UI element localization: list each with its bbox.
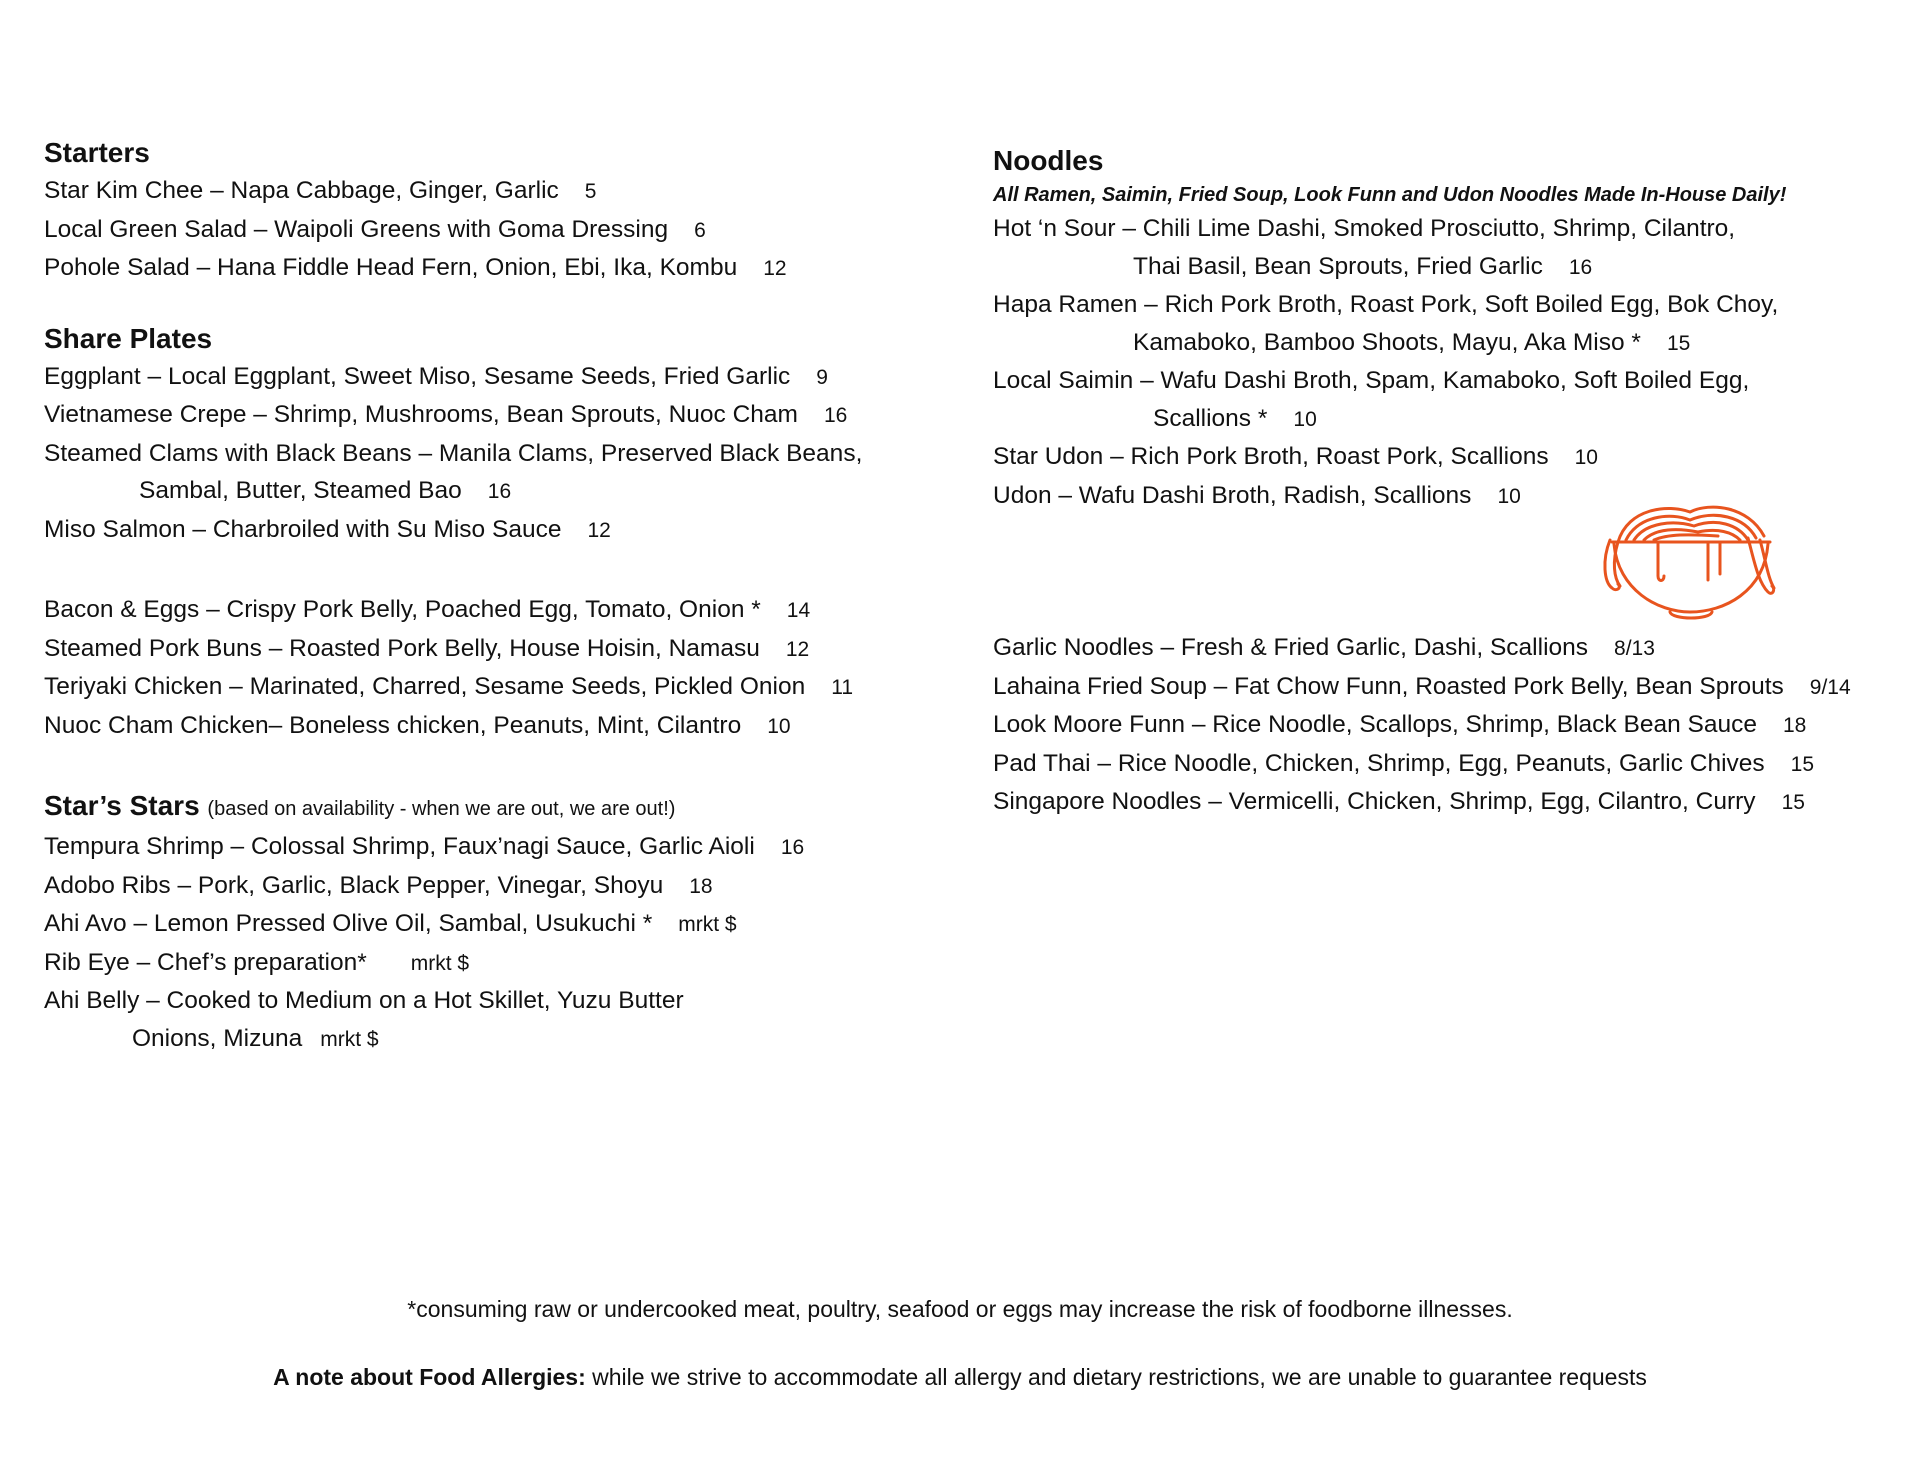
menu-item	[993, 668, 1893, 707]
menu-item	[44, 668, 924, 707]
item-price: 10	[1497, 484, 1521, 508]
allergy-note	[0, 1364, 1920, 1391]
section-title-noodles: Noodles	[993, 145, 1104, 176]
item-name: Star Kim Chee – Napa Cabbage, Ginger, Garlic	[44, 177, 559, 204]
menu-item	[44, 396, 924, 435]
item-price: 12	[763, 257, 787, 280]
menu-item	[44, 591, 924, 630]
item-price: 9/14	[1809, 675, 1851, 699]
item-name: Garlic Noodles – Fresh & Fried Garlic, Dashi, Scallions	[993, 634, 1589, 661]
noodles-list	[993, 210, 1893, 515]
left-column	[44, 136, 924, 1058]
item-price: 6	[694, 218, 706, 242]
menu-item	[44, 511, 924, 550]
item-name: Miso Salmon – Charbroiled with Su Miso Sauce	[44, 515, 562, 543]
item-price: 18	[1783, 714, 1807, 737]
menu-item	[44, 828, 924, 867]
menu-item	[993, 362, 1893, 400]
menu-item-continuation	[44, 472, 924, 511]
item-price: 16	[1568, 255, 1593, 279]
item-name: Steamed Clams with Black Beans – Manila Clams, Preserved Black Beans,	[44, 439, 863, 467]
item-name: Pohole Salad – Hana Fiddle Head Fern, Onion, Ebi, Ika, Kombu	[44, 254, 738, 281]
menu-item	[44, 435, 924, 473]
item-continuation: Thai Basil, Bean Sprouts, Fried Garlic	[1133, 252, 1543, 280]
item-price: 5	[584, 180, 597, 203]
item-name: Hapa Ramen – Rich Pork Broth, Roast Pork, Soft Boiled Egg, Bok Choy,	[993, 291, 1779, 318]
item-price: 10	[767, 714, 791, 738]
share-plates-list-2	[44, 591, 924, 745]
right-column	[993, 144, 1893, 822]
noodles-list-2	[993, 629, 1893, 822]
menu-item	[993, 783, 1893, 822]
item-continuation: Onions, Mizuna	[132, 1024, 303, 1052]
item-price: 10	[1574, 446, 1598, 469]
item-price: 10	[1293, 407, 1317, 431]
item-price: 15	[1790, 752, 1815, 776]
item-name: Singapore Noodles – Vermicelli, Chicken, Shrimp, Egg, Cilantro, Curry	[993, 788, 1756, 815]
menu-item	[44, 358, 924, 397]
item-price: 9	[816, 365, 828, 389]
item-name: Rib Eye – Chef’s preparation*	[44, 948, 367, 976]
item-price: 14	[786, 599, 811, 622]
menu-item	[44, 982, 924, 1020]
item-name: Teriyaki Chicken – Marinated, Charred, Sesame Seeds, Pickled Onion	[44, 673, 806, 700]
item-price: 16	[823, 404, 848, 427]
item-name: Lahaina Fried Soup – Fat Chow Funn, Roasted Pork Belly, Bean Sprouts	[993, 672, 1784, 700]
item-name: Pad Thai – Rice Noodle, Chicken, Shrimp, Egg, Peanuts, Garlic Chives	[993, 749, 1765, 777]
menu-item-continuation	[44, 1020, 924, 1059]
stars-note: (based on availability - when we are out, we are out!)	[207, 798, 676, 820]
menu-item	[44, 944, 924, 983]
menu-item	[44, 249, 924, 288]
item-continuation: Kamaboko, Bamboo Shoots, Mayu, Aka Miso *	[1133, 328, 1641, 356]
menu-item	[993, 745, 1893, 784]
item-price: 15	[1666, 331, 1691, 355]
menu-item	[993, 629, 1893, 668]
menu-item	[44, 707, 924, 746]
section-title-starters: Starters	[44, 137, 150, 168]
item-name: Vietnamese Crepe – Shrimp, Mushrooms, Bean Sprouts, Nuoc Cham	[44, 401, 798, 428]
menu-item	[993, 706, 1893, 745]
item-price: mrkt $	[678, 913, 737, 936]
starters-list	[44, 172, 924, 288]
item-name: Ahi Avo – Lemon Pressed Olive Oil, Sambal, Usukuchi *	[44, 910, 653, 937]
item-price: 11	[831, 676, 854, 699]
stars-list	[44, 828, 924, 1058]
item-price: mrkt $	[320, 1027, 379, 1051]
item-name: Hot ‘n Sour – Chili Lime Dashi, Smoked Prosciutto, Shrimp, Cilantro,	[993, 215, 1736, 242]
item-price: 12	[785, 637, 810, 661]
item-name: Udon – Wafu Dashi Broth, Radish, Scallions	[993, 481, 1472, 509]
item-name: Adobo Ribs – Pork, Garlic, Black Pepper, Vinegar, Shoyu	[44, 871, 664, 899]
stars-title: Star’s Stars	[44, 790, 200, 821]
menu-item	[993, 286, 1893, 324]
item-name: Bacon & Eggs – Crispy Pork Belly, Poached Egg, Tomato, Onion *	[44, 596, 761, 623]
menu-item	[44, 905, 924, 944]
item-name: Nuoc Cham Chicken– Boneless chicken, Peanuts, Mint, Cilantro	[44, 711, 742, 739]
item-name: Local Saimin – Wafu Dashi Broth, Spam, Kamaboko, Soft Boiled Egg,	[993, 367, 1750, 394]
item-continuation: Scallions *	[1153, 404, 1268, 432]
raw-food-warning: *consuming raw or undercooked meat, poultry, seafood or eggs may increase the risk of foodborne illnesses.	[407, 1296, 1513, 1322]
item-price: 18	[689, 874, 713, 898]
item-price: 8/13	[1614, 637, 1655, 660]
allergy-note-label: A note about Food Allergies:	[273, 1364, 586, 1390]
menu-item	[44, 630, 924, 669]
item-price: 16	[780, 836, 805, 859]
menu-item	[44, 867, 924, 906]
item-name: Steamed Pork Buns – Roasted Pork Belly, House Hoisin, Namasu	[44, 634, 760, 662]
section-title-stars	[44, 789, 924, 826]
noodles-tagline: All Ramen, Saimin, Fried Soup, Look Funn and Udon Noodles Made In-House Daily!	[993, 184, 1787, 206]
item-name: Eggplant – Local Eggplant, Sweet Miso, Sesame Seeds, Fried Garlic	[44, 362, 791, 390]
item-price: 15	[1781, 791, 1805, 814]
item-price: 16	[487, 480, 512, 503]
item-name: Ahi Belly – Cooked to Medium on a Hot Skillet, Yuzu Butter	[44, 987, 684, 1014]
share-plates-list	[44, 358, 924, 550]
item-name: Star Udon – Rich Pork Broth, Roast Pork, Scallions	[993, 443, 1549, 470]
item-continuation: Sambal, Butter, Steamed Bao	[139, 477, 462, 504]
item-price: 12	[587, 518, 611, 542]
item-name: Look Moore Funn – Rice Noodle, Scallops, Shrimp, Black Bean Sauce	[993, 711, 1757, 738]
section-title-share-plates: Share Plates	[44, 322, 213, 354]
noodle-bowl-icon	[1598, 500, 1784, 628]
menu-item-continuation	[993, 248, 1893, 287]
item-name: Local Green Salad – Waipoli Greens with Goma Dressing	[44, 215, 669, 243]
menu-item	[993, 438, 1893, 477]
item-price: mrkt $	[410, 951, 470, 975]
menu-item	[44, 211, 924, 250]
menu-item	[993, 210, 1893, 248]
menu-item-continuation	[993, 324, 1893, 363]
menu-item	[44, 172, 924, 211]
menu-item-continuation	[993, 400, 1893, 439]
allergy-note-text: while we strive to accommodate all allergy and dietary restrictions, we are unable to guarantee requests	[585, 1364, 1647, 1390]
item-name: Tempura Shrimp – Colossal Shrimp, Faux’nagi Sauce, Garlic Aioli	[44, 833, 755, 860]
